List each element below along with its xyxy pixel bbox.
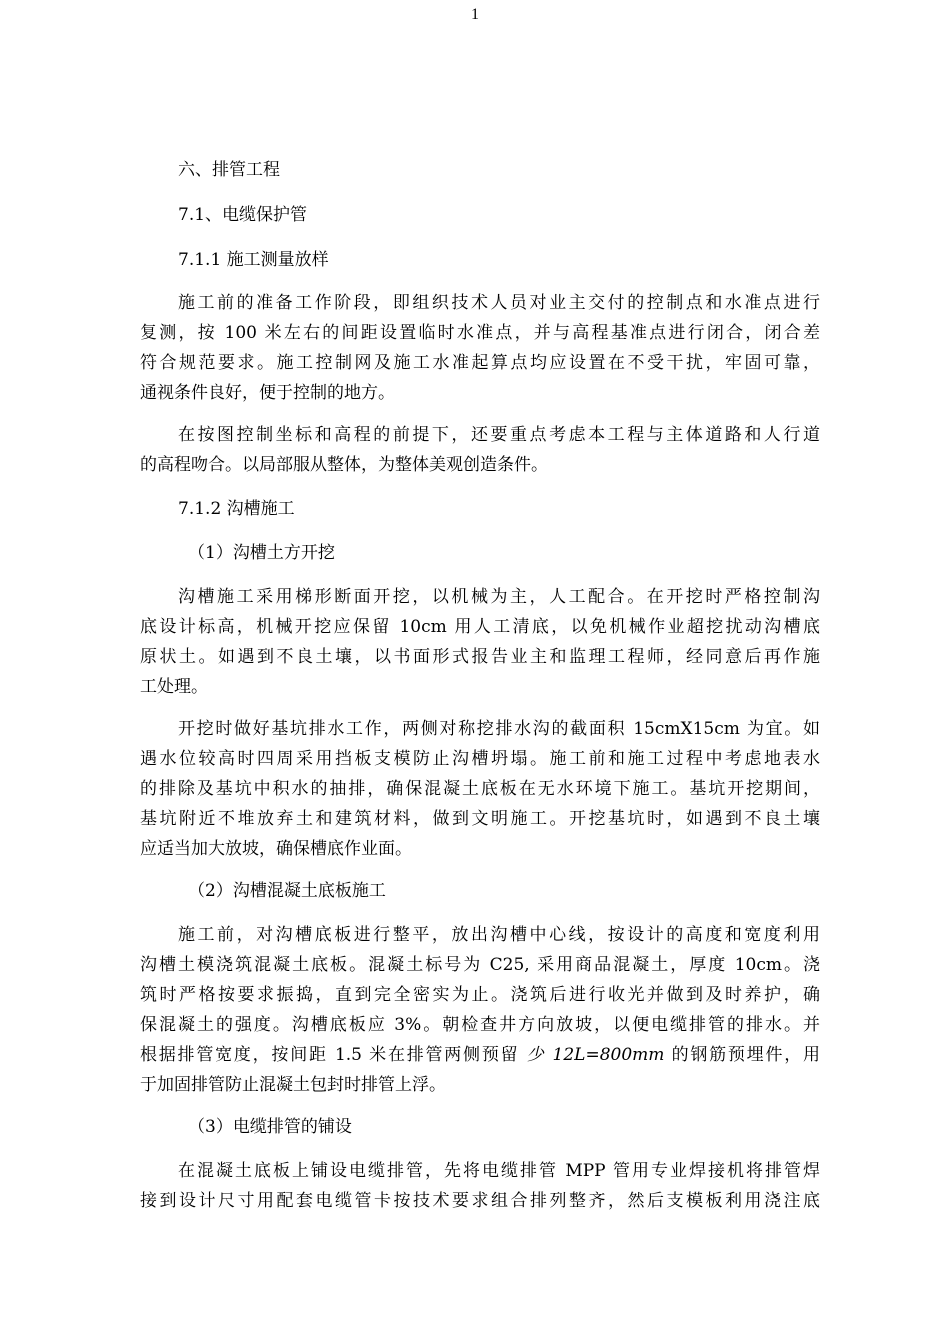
inline-formula: 少 12L=800mm [526,1045,665,1065]
paragraph-line: 符合规范要求。施工控制网及施工水准起算点均应设置在不受干扰，牢固可靠， [140,353,820,373]
page-number: 1 [471,6,479,23]
paragraph-line: 沟槽施工采用梯形断面开挖，以机械为主，人工配合。在开挖时严格控制沟 [178,587,820,607]
paragraph-line: 的排除及基坑中积水的抽排，确保混凝土底板在无水环境下施工。基坑开挖期间， [140,779,820,799]
text-run: 根据排管宽度，按间距 1.5 米在排管两侧预留 [140,1045,520,1065]
paragraph-line: 复测，按 100 米左右的间距设置临时水准点，并与高程基准点进行闭合，闭合差 [140,323,820,343]
paragraph-line: 工处理。 [140,677,208,697]
paragraph-line: 施工前的准备工作阶段，即组织技术人员对业主交付的控制点和水准点进行 [178,293,820,313]
subsection-heading-3: （3）电缆排管的铺设 [188,1117,352,1137]
paragraph-line: 在混凝土底板上铺设电缆排管，先将电缆排管 MPP 管用专业焊接机将排管焊 [178,1161,820,1181]
paragraph-line: 于加固排管防止混凝土包封时排管上浮。 [140,1075,446,1095]
text-run: 的钢筋预埋件，用 [671,1045,821,1065]
paragraph-line: 施工前，对沟槽底板进行整平，放出沟槽中心线，按设计的高度和宽度利用 [178,925,820,945]
subsection-heading-1: （1）沟槽土方开挖 [188,543,335,563]
section-heading-6: 六、排管工程 [178,160,280,180]
paragraph-line: 基坑附近不堆放弃土和建筑材料，做到文明施工。开挖基坑时，如遇到不良土壤 [140,809,820,829]
paragraph-line: 遇水位较高时四周采用挡板支模防止沟槽坍塌。施工前和施工过程中考虑地表水 [140,749,820,769]
section-heading-7-1: 7.1、电缆保护管 [178,205,308,225]
paragraph-line: 接到设计尺寸用配套电缆管卡按技术要求组合排列整齐，然后支模板利用浇注底 [140,1191,820,1211]
section-heading-7-1-1: 7.1.1 施工测量放样 [178,250,329,270]
paragraph-line: 应适当加大放坡，确保槽底作业面。 [140,839,412,859]
paragraph-line: 的高程吻合。以局部服从整体，为整体美观创造条件。 [140,455,548,475]
paragraph-line: 在按图控制坐标和高程的前提下，还要重点考虑本工程与主体道路和人行道 [178,425,820,445]
paragraph-line-with-formula [140,1041,820,1069]
paragraph-line: 筑时严格按要求振捣，直到完全密实为止。浇筑后进行收光并做到及时养护，确 [140,985,820,1005]
subsection-heading-2: （2）沟槽混凝土底板施工 [188,881,386,901]
paragraph-line: 底设计标高，机械开挖应保留 10cm 用人工清底，以免机械作业超挖扰动沟槽底 [140,617,820,637]
paragraph-line: 开挖时做好基坑排水工作，两侧对称挖排水沟的截面积 15cmX15cm 为宜。如 [178,719,820,739]
paragraph-line: 沟槽土模浇筑混凝土底板。混凝土标号为 C25, 采用商品混凝土，厚度 10cm。浇 [140,955,820,975]
paragraph-line: 保混凝土的强度。沟槽底板应 3%。朝检查井方向放坡，以便电缆排管的排水。并 [140,1015,820,1035]
section-heading-7-1-2: 7.1.2 沟槽施工 [178,499,295,519]
paragraph-line: 通视条件良好，便于控制的地方。 [140,383,395,403]
paragraph-line: 原状土。如遇到不良土壤，以书面形式报告业主和监理工程师，经同意后再作施 [140,647,820,667]
